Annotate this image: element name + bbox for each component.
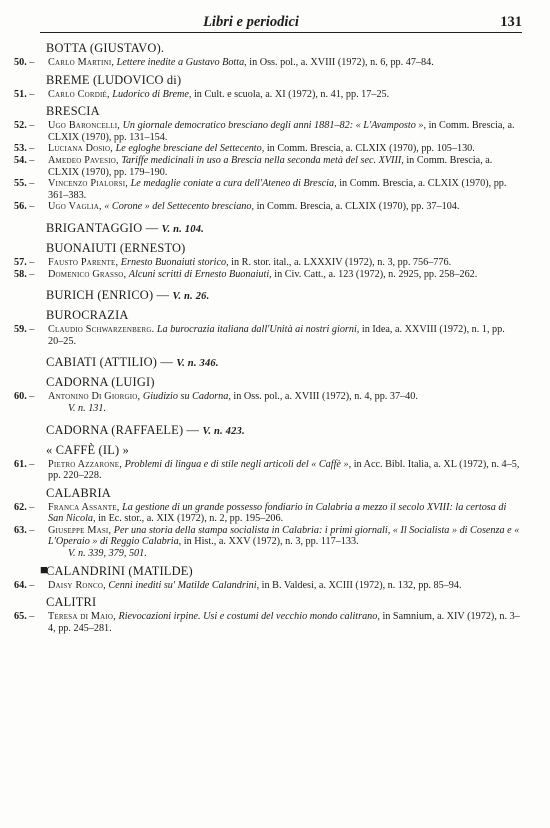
entry-source: in Acc. Bibl. Italia, a. XL (1972), n. 4–5, pp. 220–228. [48,458,520,482]
section-heading [46,241,522,256]
entry-title: Ludorico di Breme, [112,88,192,100]
entry-number: 61. – [14,459,40,471]
bibliography-entry [14,391,522,414]
entry-author: Giuseppe Masi, [48,524,112,536]
entry-title: Le medaglie coniate a cura dell'Ateneo di Brescia, [130,178,337,190]
section-heading [46,308,522,323]
entry-number: 53. – [14,143,40,155]
entry-number: 52. – [14,120,40,132]
entry-number: 58. – [14,269,40,281]
section-heading-text: CADORNA (RAFFAELE) — [46,422,200,437]
entry-number: 60. – [14,391,40,403]
entry-author: Ugo Baroncelli, [48,120,121,132]
entry-title: La gestione di un grande possesso fondiario in Calabria a mezzo il secolo XVIII: la certosa di San Nicola, [48,501,507,525]
entry-source: in Comm. Brescia, a. CLXIX (1970), pp. 361–383. [48,178,507,201]
entry-author: Ugo Vaglia, [48,201,102,213]
bibliography-entry [14,120,522,143]
cross-reference: V. n. 423. [202,425,245,437]
entry-author: Luciana Dosio, [48,143,114,155]
entry-author: Pietro Azzarone, [48,458,123,470]
entry-source: in Civ. Catt., a. 123 (1972), n. 2925, pp. 258–262. [274,268,478,280]
section-heading [46,375,522,390]
entry-source: in B. Valdesi, a. XCIII (1972), n. 132, pp. 85–94. [261,579,462,591]
bibliography-entry [14,324,522,347]
entry-number: 62. – [14,502,40,514]
section-heading [40,561,522,579]
entry-title: Tariffe medicinali in uso a Brescia nella seconda metà del sec. XVIII, [121,154,404,166]
entry-author: Carlo Martini, [48,57,115,68]
entry-author: Claudio Schwarzenberg. [48,324,155,336]
section-heading [46,41,522,56]
bibliography-entry [14,611,522,634]
entry-author: Antonino Di Giorgio, [48,391,141,403]
cross-reference: V. n. 26. [172,291,210,303]
entry-number: 65. – [14,611,40,623]
entry-title: Alcuni scritti di Ernesto Buonaiuti, [128,268,272,280]
bibliography-entry [14,502,522,525]
entry-source: in Samnium, a. XIV (1972), n. 3–4, pp. 245–281. [48,611,520,634]
entry-source: in Idea, a. XXVIII (1972), n. 1, pp. 20–25. [48,324,505,347]
section-heading-text: BRIGANTAGGIO — [46,220,159,235]
section-heading-text: CABIATI (ATTILIO) — [46,355,173,370]
entry-title: La burocrazia italiana dall'Unità ai nostri giorni, [156,324,360,336]
section-heading-text: CADORNA (LUIGI) [46,375,155,390]
section-heading [46,73,522,88]
entry-number: 57. – [14,257,40,269]
entry-number: 55. – [14,178,40,190]
entry-author: Domenico Grasso, [48,268,127,280]
entry-title: Giudizio su Cadorna, [142,391,231,403]
entry-number: 63. – [14,525,40,537]
entry-author: Fausto Parente, [48,256,119,268]
running-title: Libri e periodici [203,14,299,30]
entry-author: Amedeo Pavesio, [48,154,119,166]
section-heading-text: BOTTA (GIUSTAVO). [46,41,165,55]
cross-reference: V. n. 104. [161,223,204,235]
entry-author: Carlo Cordié, [48,88,110,100]
section-heading [46,221,522,237]
entry-author: Vincenzo Pialorsi, [48,178,129,190]
entry-source: in Oss. pol., a. XVIII (1972), n. 4, pp. 37–40. [233,391,418,403]
margin-mark: ■ [40,561,49,577]
section-heading-text: CALANDRINI (MATILDE) [46,563,193,578]
section-heading [46,288,522,304]
section-heading-text: CALABRIA [46,485,111,500]
entry-source: in R. stor. ital., a. LXXXIV (1972), n. 3, pp. 756–776. [231,256,452,268]
section-heading [46,486,522,501]
bibliography-entry [14,201,522,213]
entry-author: Teresa di Maio, [48,611,116,623]
entry-author: Daisy Ronco, [48,579,106,591]
section-heading-text: BUONAIUTI (ERNESTO) [46,240,186,255]
running-header [40,12,522,33]
entry-title: Per una storia della stampa socialista in Calabria: i primi giornali, « Il Socialista » di Cosenza e « L'Operaio » di Reggio Calabria, [48,524,520,548]
entry-source: in Comm. Brescia, a. CLXIX (1970), pp. 105–130. [266,143,475,155]
entry-number: 50. – [14,57,40,69]
entry-title: Ernesto Buonaiuti storico, [120,256,229,268]
entry-title: Rievocazioni irpine. Usi e costumi del vecchio mondo calitrano, [118,611,380,623]
page-number: 131 [500,14,522,30]
cross-reference: V. n. 346. [176,358,219,370]
bibliography-entry [14,57,522,69]
entry-author: Franca Assante, [48,501,120,513]
bibliography-entry [14,269,522,281]
entry-source: in Hist., a. XXV (1972), n. 3, pp. 117–133. [183,536,359,548]
section-heading-text: BRESCIA [46,104,100,119]
entry-source: in Comm. Brescia, a. CLXIX (1970), pp. 179–190. [48,154,493,178]
section-heading-text: BREME (LUDOVICO di) [46,72,182,87]
entry-source: in Ec. stor., a. XIX (1972), n. 2, pp. 195–206. [98,513,284,525]
entry-source: in Comm. Brescia, a. CLXIX (1970), pp. 37–104. [256,201,460,213]
entry-title: Lettere inedite a Gustavo Botta, [116,57,247,68]
bibliography-entry [14,155,522,178]
entry-number: 64. – [14,580,40,592]
section-heading-text: « CAFFÈ (IL) » [46,442,129,457]
entry-title: Le egloghe bresciane del Settecento, [115,143,265,155]
entry-number: 54. – [14,155,40,167]
bibliography-entry [14,459,522,482]
entry-number: 59. – [14,324,40,336]
entry-see-also: V. n. 339, 379, 501. [68,548,147,560]
section-heading-text: BURICH (ENRICO) — [46,288,170,303]
entry-title: Problemi di lingua e di stile negli articoli del « Caffè », [124,458,352,470]
entry-source: in Comm. Brescia, a. CLXIX (1970), pp. 131–154. [48,120,515,143]
section-heading-text: CALITRI [46,595,97,610]
entry-number: 51. – [14,89,40,101]
entry-title: Cenni inediti su' Matilde Calandrini, [108,579,260,591]
entry-number: 56. – [14,201,40,213]
entry-source: in Cult. e scuola, a. XI (1972), n. 41, pp. 17–25. [193,88,390,100]
bibliography-entry [14,525,522,560]
section-heading [46,423,522,439]
entry-source: in Oss. pol., a. XVIII (1972), n. 6, pp. 47–84. [249,57,434,68]
bibliography-entry [14,143,522,155]
section-heading [46,443,522,458]
section-heading-text: BUROCRAZIA [46,308,129,323]
section-heading [46,595,522,610]
section-heading [46,104,522,119]
section-heading [46,355,522,371]
entry-title: « Corone » del Settecento bresciano, [104,201,255,213]
bibliography-entry [14,178,522,201]
bibliography-entry [14,89,522,101]
bibliography-entry [14,257,522,269]
entry-title: Un giornale democratico bresciano degli anni 1881–82: « L'Avamposto », [122,120,427,132]
bibliography-body [14,41,522,634]
bibliography-entry [14,580,522,592]
entry-see-also: V. n. 131. [68,402,107,414]
